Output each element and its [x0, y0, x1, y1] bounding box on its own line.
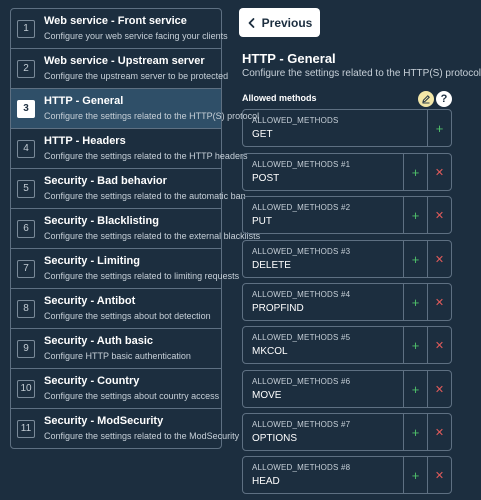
remove-row-button[interactable] [427, 327, 451, 363]
add-row-button[interactable] [403, 371, 427, 407]
step-item[interactable] [11, 369, 221, 409]
setting-value: MKCOL [252, 346, 288, 357]
add-row-button[interactable] [403, 327, 427, 363]
add-row-button[interactable] [403, 457, 427, 493]
close-icon: ✕ [434, 166, 445, 179]
pencil-icon [421, 94, 431, 104]
remove-row-button[interactable] [427, 371, 451, 407]
step-description: Configure the settings about country access [44, 391, 220, 401]
setting-value: GET [252, 129, 273, 140]
plus-icon: + [411, 337, 420, 353]
setting-value: OPTIONS [252, 433, 298, 444]
setting-input[interactable] [243, 241, 403, 277]
setting-value: PUT [252, 216, 272, 227]
setting-input[interactable] [243, 414, 403, 450]
setting-row [242, 370, 452, 408]
setting-input[interactable] [243, 284, 403, 320]
setting-input[interactable] [243, 110, 427, 146]
step-number: 10 [17, 380, 35, 398]
close-icon: ✕ [434, 469, 445, 482]
remove-row-button[interactable] [427, 154, 451, 190]
plus-icon: + [411, 164, 420, 180]
step-number: 8 [17, 300, 35, 318]
step-title: Security - Limiting [44, 255, 140, 267]
remove-row-button[interactable] [427, 284, 451, 320]
plus-icon: + [411, 424, 420, 440]
step-item[interactable] [11, 329, 221, 369]
setting-value: POST [252, 173, 280, 184]
step-number: 11 [17, 420, 35, 438]
step-title: Security - Antibot [44, 295, 136, 307]
step-title: HTTP - Headers [44, 135, 126, 147]
close-icon: ✕ [434, 426, 445, 439]
step-title: Web service - Front service [44, 15, 187, 27]
section-title: HTTP - General [242, 51, 336, 66]
step-title: Security - Country [44, 375, 140, 387]
setting-value: DELETE [252, 260, 291, 271]
step-description: Configure the settings related to limiting requests [44, 271, 240, 281]
step-item[interactable] [11, 169, 246, 209]
add-row-button[interactable] [403, 197, 427, 233]
step-number: 9 [17, 340, 35, 358]
step-number: 1 [17, 20, 35, 38]
section-description: Configure the settings related to the HTTP(S) protocol [242, 68, 481, 79]
setting-label: ALLOWED_METHODS #5 [252, 333, 351, 342]
setting-label: ALLOWED_METHODS [252, 116, 339, 125]
previous-button[interactable] [239, 8, 320, 37]
close-icon: ✕ [434, 209, 445, 222]
setting-input[interactable] [243, 371, 403, 407]
step-title: Security - Bad behavior [44, 175, 167, 187]
step-number: 3 [17, 100, 35, 118]
close-icon: ✕ [434, 339, 445, 352]
plus-icon: + [411, 467, 420, 483]
edit-multiple-button[interactable] [418, 91, 434, 107]
setting-label: ALLOWED_METHODS #6 [252, 377, 351, 386]
step-item-active[interactable] [11, 89, 260, 129]
setting-value: PROPFIND [252, 303, 304, 314]
add-row-button[interactable] [403, 284, 427, 320]
step-item[interactable] [11, 129, 248, 169]
step-description: Configure the settings related to the external blacklists [44, 231, 261, 241]
step-description: Configure the settings related to the ModSecurity [44, 431, 240, 441]
step-title: HTTP - General [44, 95, 124, 107]
step-number: 4 [17, 140, 35, 158]
setting-value: HEAD [252, 476, 280, 487]
setting-label: ALLOWED_METHODS #8 [252, 463, 351, 472]
setting-input[interactable] [243, 327, 403, 363]
remove-row-button[interactable] [427, 457, 451, 493]
step-item[interactable] [11, 409, 240, 449]
setting-row [242, 240, 452, 278]
setting-row [242, 153, 452, 191]
step-description: Configure the settings about bot detection [44, 311, 211, 321]
step-description: Configure the settings related to the HTTP(S) protocol [44, 111, 260, 121]
plus-icon: + [411, 251, 420, 267]
plus-icon: + [435, 120, 444, 136]
step-description: Configure the settings related to the HTTP headers [44, 151, 248, 161]
step-item[interactable] [11, 249, 240, 289]
setting-row [242, 413, 452, 451]
step-description: Configure the upstream server to be protected [44, 71, 229, 81]
setting-row [242, 109, 452, 147]
close-icon: ✕ [434, 296, 445, 309]
setting-input[interactable] [243, 457, 403, 493]
step-item[interactable] [11, 9, 228, 49]
step-title: Security - Auth basic [44, 335, 154, 347]
plus-icon: + [411, 294, 420, 310]
step-title: Web service - Upstream server [44, 55, 205, 67]
step-item[interactable] [11, 289, 221, 329]
step-description: Configure the settings related to the automatic ban [44, 191, 246, 201]
help-button[interactable] [436, 91, 452, 107]
step-title: Security - ModSecurity [44, 415, 164, 427]
step-item[interactable] [11, 209, 261, 249]
step-description: Configure your web service facing your clients [44, 31, 228, 41]
close-icon: ✕ [434, 383, 445, 396]
add-row-button[interactable] [403, 154, 427, 190]
remove-row-button[interactable] [427, 241, 451, 277]
steps-panel [10, 8, 261, 449]
setting-row [242, 196, 452, 234]
setting-label: ALLOWED_METHODS #2 [252, 203, 351, 212]
add-row-button[interactable] [427, 110, 451, 146]
setting-input[interactable] [243, 197, 403, 233]
step-number: 7 [17, 260, 35, 278]
previous-button-label: Previous [261, 15, 313, 30]
step-number: 6 [17, 220, 35, 238]
step-number: 5 [17, 180, 35, 198]
add-row-button[interactable] [403, 241, 427, 277]
setting-label: ALLOWED_METHODS #3 [252, 247, 351, 256]
plus-icon: + [411, 381, 420, 397]
close-icon: ✕ [434, 253, 445, 266]
setting-label: ALLOWED_METHODS #1 [252, 160, 351, 169]
add-row-button[interactable] [403, 414, 427, 450]
setting-value: MOVE [252, 390, 282, 401]
plus-icon: + [411, 207, 420, 223]
setting-row [242, 326, 452, 364]
remove-row-button[interactable] [427, 414, 451, 450]
setting-label: ALLOWED_METHODS #4 [252, 290, 351, 299]
setting-input[interactable] [243, 154, 403, 190]
setting-row [242, 456, 452, 494]
setting-row [242, 283, 452, 321]
group-label: Allowed methods [242, 93, 317, 103]
chevron-left-icon [247, 18, 256, 28]
step-title: Security - Blacklisting [44, 215, 159, 227]
setting-label: ALLOWED_METHODS #7 [252, 420, 351, 429]
step-number: 2 [17, 60, 35, 78]
question-icon: ? [440, 93, 448, 105]
step-item[interactable] [11, 49, 229, 89]
step-description: Configure HTTP basic authentication [44, 351, 191, 361]
remove-row-button[interactable] [427, 197, 451, 233]
